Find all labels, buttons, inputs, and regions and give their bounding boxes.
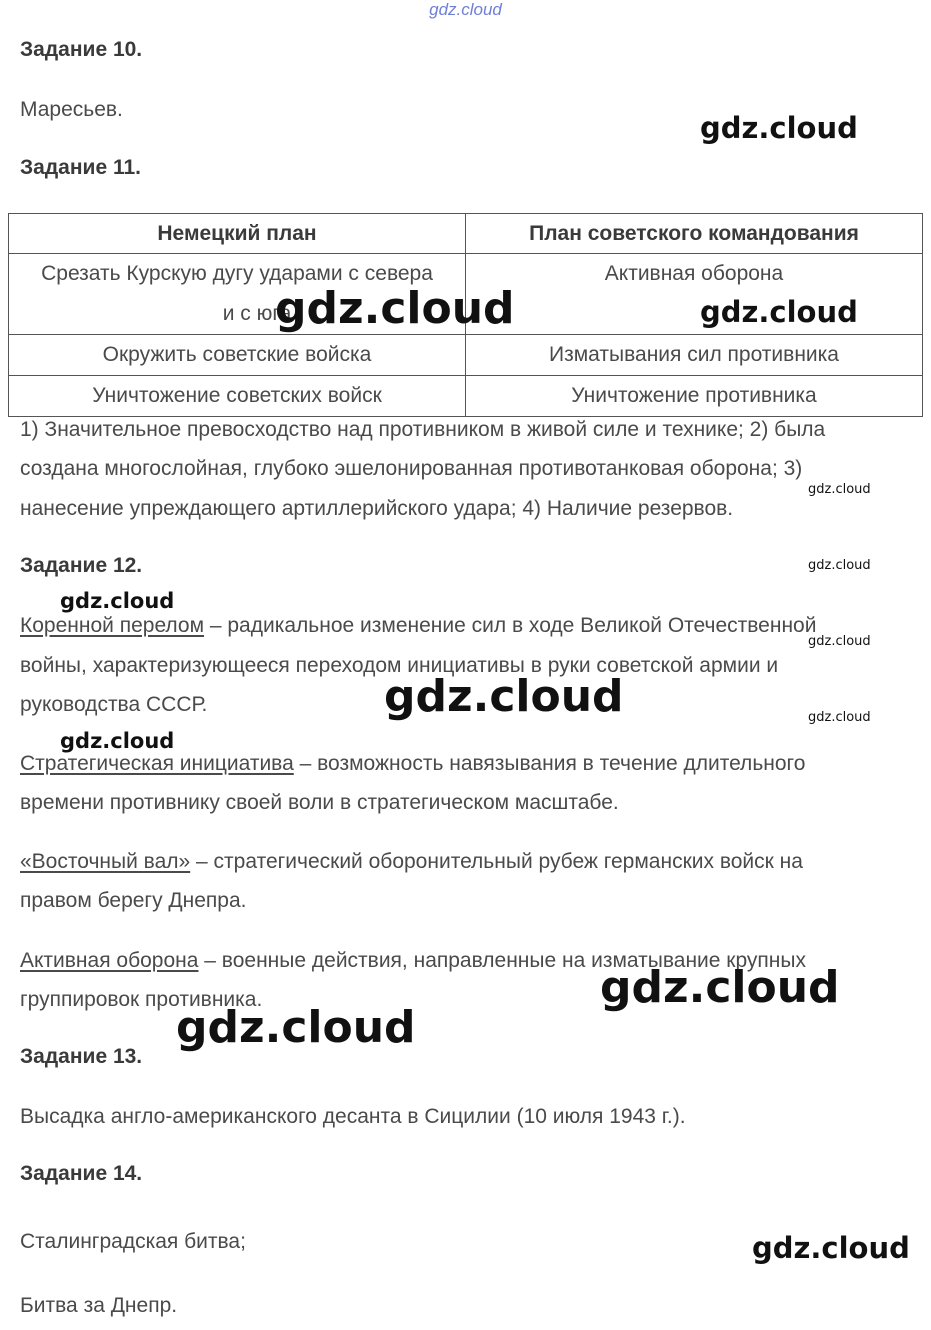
definition-text: – возможность навязывания в течение длительного <box>293 752 806 775</box>
watermark: gdz.cloud <box>700 295 858 329</box>
table-cell: Уничтожение противника <box>466 376 923 417</box>
task11-line: создана многослойная, глубоко эшелонированная противотанковая оборона; 3) <box>20 457 803 480</box>
task14-answer: Сталинградская битва; <box>20 1230 246 1253</box>
task13-heading: Задание 13. <box>20 1045 143 1068</box>
table-cell-line: и с юга <box>222 302 292 325</box>
task14-answer: Битва за Днепр. <box>20 1294 178 1317</box>
watermark: gdz.cloud <box>60 589 175 613</box>
watermark: gdz.cloud <box>808 482 871 497</box>
table-cell-line: Срезать Курскую дугу ударами с севера <box>41 262 433 285</box>
watermark-top: gdz.cloud <box>429 0 502 19</box>
task10-heading: Задание 10. <box>20 38 143 61</box>
definition-line: руководства СССР. <box>20 693 208 716</box>
definition-line: группировок противника. <box>20 988 263 1011</box>
term-label: Стратегическая инициатива <box>20 752 294 775</box>
task11-line: нанесение упреждающего артиллерийского удара; 4) Наличие резервов. <box>20 497 734 520</box>
task13-answer: Высадка англо-американского десанта в Сицилии (10 июля 1943 г.). <box>20 1105 686 1128</box>
term-label: «Восточный вал» <box>20 850 191 873</box>
table-row <box>9 335 923 376</box>
table-header-german: Немецкий план <box>9 214 466 254</box>
watermark: gdz.cloud <box>808 558 871 573</box>
definition-line: времени противнику своей воли в стратегическом масштабе. <box>20 791 619 814</box>
term-label: Коренной перелом <box>20 614 205 637</box>
definition-text: – стратегический оборонительный рубеж германских войск на <box>190 850 803 873</box>
definition-text: – радикальное изменение сил в ходе Великой Отечественной <box>204 614 817 637</box>
task12-heading: Задание 12. <box>20 554 143 577</box>
watermark: gdz.cloud <box>700 111 858 145</box>
watermark: gdz.cloud <box>275 283 515 334</box>
table-cell: Уничтожение советских войск <box>9 376 466 417</box>
table-cell: Окружить советские войска <box>9 335 466 376</box>
watermark: gdz.cloud <box>384 671 624 722</box>
task11-heading: Задание 11. <box>20 156 141 179</box>
watermark: gdz.cloud <box>176 1002 416 1053</box>
watermark: gdz.cloud <box>60 729 175 753</box>
task14-heading: Задание 14. <box>20 1162 143 1185</box>
watermark: gdz.cloud <box>600 962 840 1013</box>
watermark: gdz.cloud <box>808 710 871 725</box>
watermark: gdz.cloud <box>752 1231 910 1265</box>
definition-line <box>20 842 803 881</box>
table-cell: Активная оборона <box>466 254 923 335</box>
definition-text: – военные действия, направленные на изматывание крупных <box>198 949 806 972</box>
watermark: gdz.cloud <box>808 634 871 649</box>
table-cell: Изматывания сил противника <box>466 335 923 376</box>
table-header-soviet: План советского командования <box>466 214 923 254</box>
table-header-row <box>9 214 923 254</box>
task11-line: 1) Значительное превосходство над противником в живой силе и технике; 2) была <box>20 418 826 441</box>
term-label: Активная оборона <box>20 949 199 972</box>
definition-line: войны, характеризующееся переходом инициативы в руки советской армии и <box>20 654 779 677</box>
definition-line: правом берегу Днепра. <box>20 889 247 912</box>
task10-answer: Маресьев. <box>20 98 123 121</box>
